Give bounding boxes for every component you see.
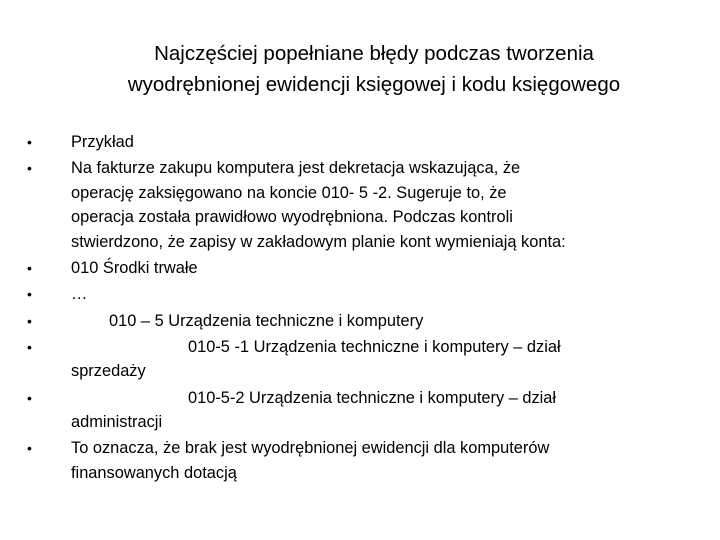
bullet-text: 010-5 -1 Urządzenia techniczne i komputery – dział — [188, 337, 561, 356]
bullet-text: operacja została prawidłowo wyodrębniona. Podczas kontroli — [71, 208, 513, 227]
bullet-icon: • — [27, 389, 32, 406]
bullet-text: Przykład — [71, 133, 134, 151]
bullet-item-account-010-5-2 — [27, 386, 707, 435]
bullet-text: stwierdzono, że zapisy w zakładowym planie kont wymieniają konta: — [71, 232, 566, 251]
bullet-icon: • — [27, 160, 32, 177]
bullet-text: … — [71, 285, 88, 304]
bullet-item-account-010 — [27, 256, 707, 281]
title-line-1: Najczęściej popełniane błędy podczas tworzenia — [154, 42, 594, 65]
bullet-text: finansowanych dotacją — [71, 463, 237, 482]
bullet-icon: • — [27, 286, 32, 303]
bullet-item-invoice — [27, 156, 707, 254]
slide-title — [40, 38, 708, 100]
bullet-text: sprzedaży — [71, 362, 146, 381]
bullet-text: 010 Środki trwałe — [71, 259, 198, 278]
bullet-icon: • — [27, 134, 32, 150]
bullet-list — [27, 130, 707, 485]
bullet-item-example — [27, 130, 707, 155]
bullet-text: administracji — [71, 413, 163, 432]
bullet-item-conclusion — [27, 436, 707, 485]
bullet-text: 010 – 5 Urządzenia techniczne i komputery — [109, 311, 424, 330]
bullet-icon: • — [27, 312, 32, 329]
bullet-item-account-010-5 — [27, 309, 707, 334]
bullet-text: Na fakturze zakupu komputera jest dekretacja wskazująca, że — [71, 159, 521, 178]
bullet-icon: • — [27, 338, 32, 355]
bullet-text: 010-5-2 Urządzenia techniczne i komputery – dział — [188, 388, 557, 407]
bullet-icon: • — [27, 260, 32, 277]
title-line-2: wyodrębnionej ewidencji księgowej i kodu księgowego — [127, 73, 621, 96]
bullet-text: operację zaksięgowano na koncie 010- 5 -2. Sugeruje to, że — [71, 183, 507, 202]
bullet-item-account-010-5-1 — [27, 335, 707, 384]
bullet-item-ellipsis — [27, 282, 707, 307]
bullet-icon: • — [27, 440, 32, 457]
bullet-text: To oznacza, że brak jest wyodrębnionej ewidencji dla komputerów — [71, 439, 550, 458]
